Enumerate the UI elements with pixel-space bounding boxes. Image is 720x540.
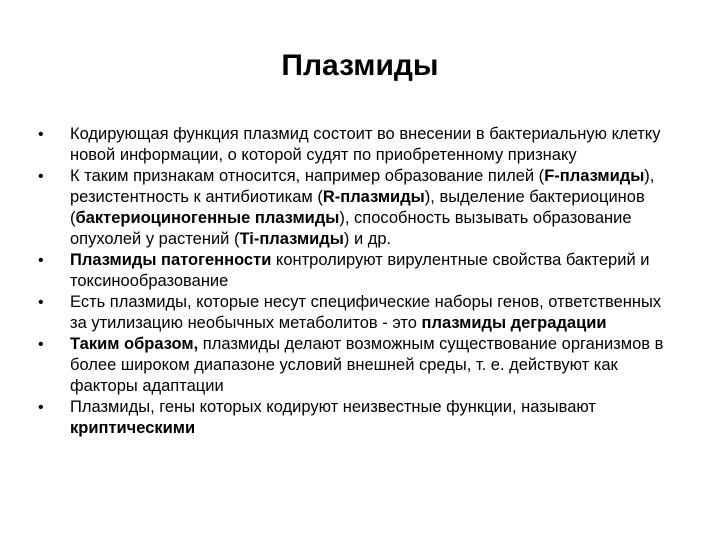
bold-text: плазмиды деградации xyxy=(421,314,607,332)
bullet-item xyxy=(38,166,678,250)
bullet-dot: • xyxy=(38,126,44,143)
bold-text: Плазмиды патогенности xyxy=(70,251,272,269)
text-segment: ), способность вызывать образование опухолей у растений ( xyxy=(70,209,632,248)
bold-text: Ti-плазмиды xyxy=(239,230,344,248)
bullet-list xyxy=(38,124,678,439)
text-segment: ) и др. xyxy=(343,230,392,248)
slide-title: Плазмиды xyxy=(281,49,439,82)
bullet-dot: • xyxy=(38,252,44,269)
text-segment: контролируют вирулентные свойства бактерий и токсинообразование xyxy=(70,251,650,290)
text-segment: ), выделение бактериоцинов ( xyxy=(70,188,645,227)
text-segment: Кодирующая функция плазмид состоит во внесении в бактериальную клетку новой информации, о которой судят по приобретенному признаку xyxy=(70,125,661,164)
bullet-item xyxy=(38,250,678,292)
bullet-dot: • xyxy=(38,294,44,311)
bullet-dot: • xyxy=(38,336,44,353)
bold-text: F-плазмиды xyxy=(544,167,645,185)
bullet-item xyxy=(38,334,678,397)
bold-text: криптическими xyxy=(70,419,196,437)
text-segment: ), резистентность к антибиотикам ( xyxy=(70,167,655,206)
bullet-item xyxy=(38,124,678,166)
bold-text: бактериоциногенные плазмиды xyxy=(75,209,340,227)
bullet-dot: • xyxy=(38,399,44,416)
bold-text: Таким образом, xyxy=(70,335,199,353)
bold-text: R-плазмиды xyxy=(322,188,425,206)
bullet-dot: • xyxy=(38,168,44,185)
text-segment: плазмиды делают возможным существование организмов в более широком диапазоне условий внешней среды, т. е. действуют как факторы адаптации xyxy=(70,335,664,395)
text-segment: Есть плазмиды, которые несут специфические наборы генов, ответственных за утилизацию необычных метаболитов - это xyxy=(70,293,662,332)
text-segment: К таким признакам относится, например образование пилей ( xyxy=(70,167,545,185)
bullet-item xyxy=(38,292,678,334)
bullet-item xyxy=(38,397,678,439)
text-segment: Плазмиды, гены которых кодируют неизвестные функции, называют xyxy=(70,398,596,416)
